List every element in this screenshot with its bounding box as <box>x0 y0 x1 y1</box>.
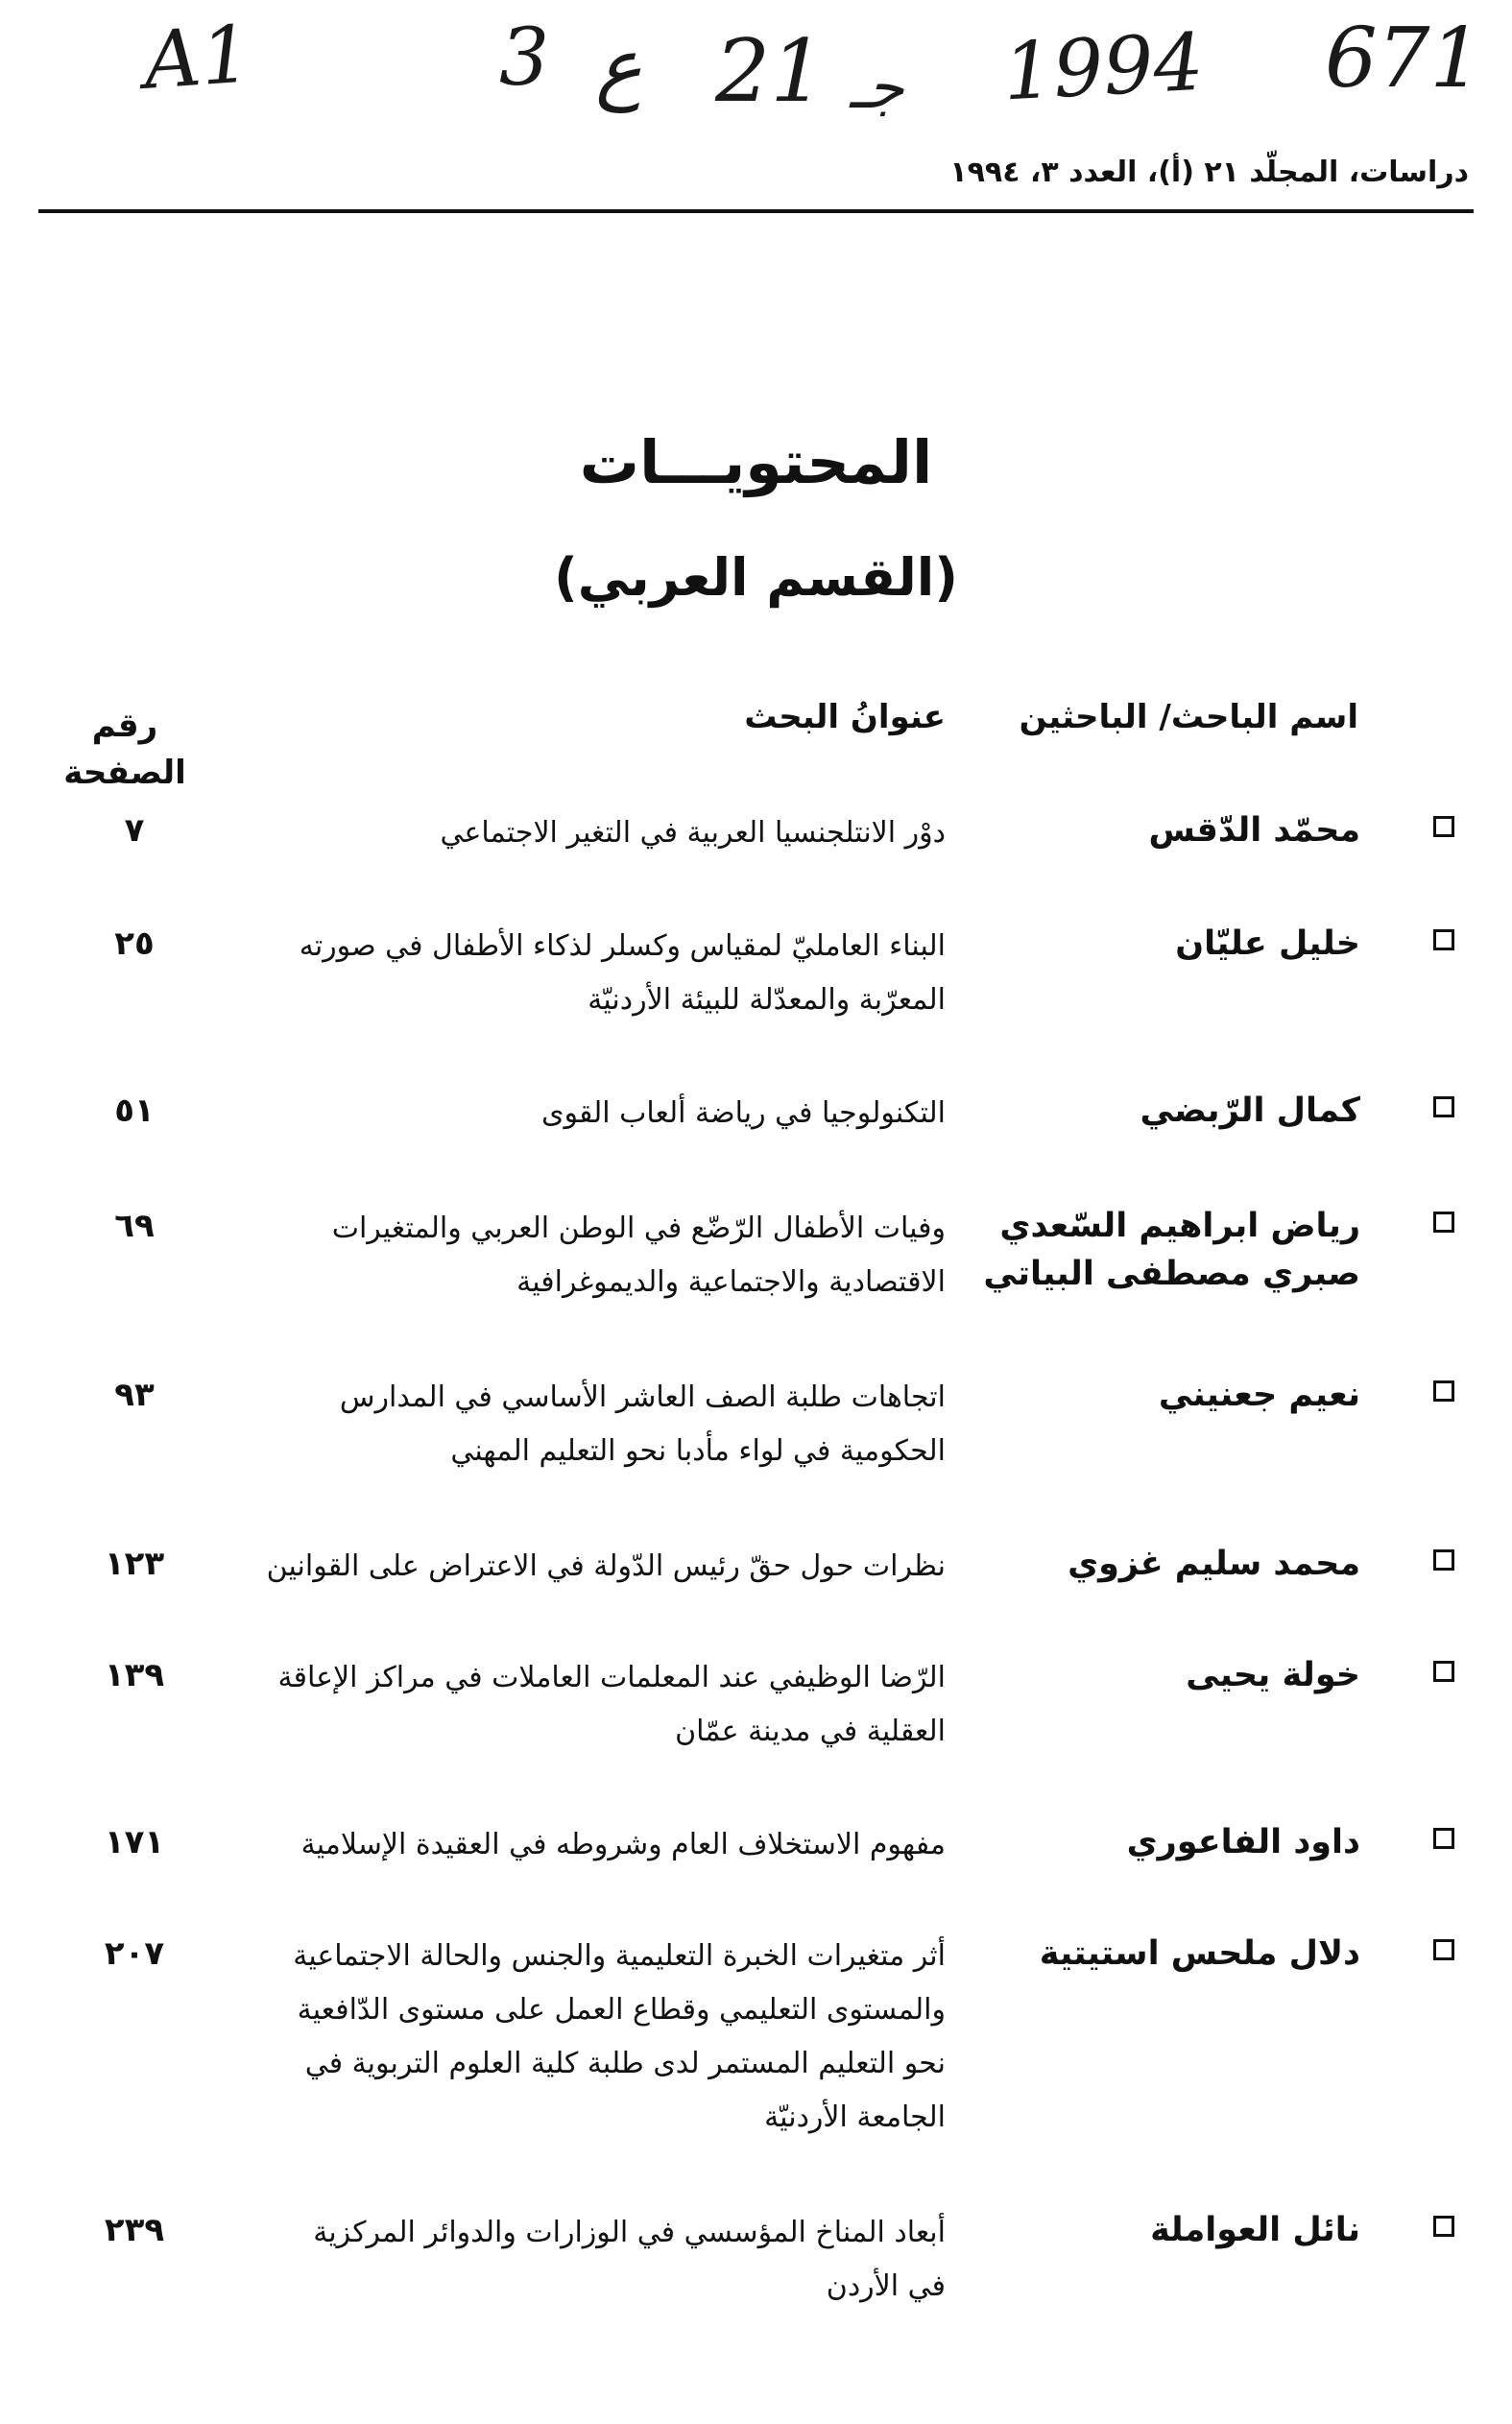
entry-author: نائل العواملة <box>1150 2211 1360 2249</box>
handwritten-number-3: 3 <box>499 12 550 104</box>
entry-page: ١٧١ <box>104 1823 165 1861</box>
entry-title-line: الحكومية في لواء مأدبا نحو التعليم المهني <box>450 1434 946 1468</box>
checkbox-icon <box>1433 1096 1454 1117</box>
entry-page: ٥١ <box>114 1092 155 1130</box>
checkbox-icon <box>1433 1939 1454 1960</box>
entry-title <box>235 1202 946 1309</box>
handwritten-ain: ع <box>595 22 642 113</box>
entry-title <box>235 1371 946 1478</box>
entry-title-line: مفهوم الاستخلاف العام وشروطه في العقيدة الإسلامية <box>300 1828 946 1861</box>
column-header-author: اسم الباحث/ الباحثين <box>1019 698 1358 736</box>
checkbox-icon <box>1433 1380 1454 1402</box>
entry-title-line: وفيات الأطفال الرّضّع في الوطن العربي والمتغيرات <box>331 1212 946 1245</box>
entry-authors <box>1068 1540 1360 1588</box>
entry-title-line: دوْر الانتلجنسيا العربية في التغير الاجتماعي <box>440 816 946 850</box>
checkbox-icon <box>1433 1212 1454 1233</box>
column-header-title: عنوانُ البحث <box>744 698 946 736</box>
entry-page: ١٣٩ <box>104 1656 165 1694</box>
entry-authors <box>983 1202 1360 1298</box>
page-title: المحتويـــات <box>579 427 933 497</box>
entry-title-line: في الأردن <box>826 2269 946 2303</box>
entry-author: نعيم جعنيني <box>1158 1376 1360 1414</box>
entry-authors <box>1040 1930 1360 1978</box>
entry-title <box>235 1818 946 1872</box>
entry-page: ٢٣٩ <box>104 2211 165 2249</box>
entry-author: كمال الرّبضي <box>1140 1092 1360 1130</box>
entry-title-line: أثر متغيرات الخبرة التعليمية والجنس والحالة الاجتماعية <box>293 1939 946 1973</box>
column-header-page <box>48 703 202 798</box>
entry-authors <box>1159 1371 1360 1419</box>
page-subtitle: (القسم العربي) <box>554 547 958 608</box>
entry-title-line: أبعاد المناخ المؤسسي في الوزارات والدوائر المركزية <box>313 2216 946 2249</box>
entry-title <box>235 2206 946 2314</box>
entry-title <box>235 920 946 1027</box>
checkbox-icon <box>1433 2216 1454 2237</box>
checkbox-icon <box>1433 1828 1454 1849</box>
entry-title-line: الاقتصادية والاجتماعية والديموغرافية <box>516 1265 946 1299</box>
entry-author: دلال ملحس استيتية <box>1039 1934 1360 1973</box>
entry-page: ١٢٣ <box>104 1545 165 1583</box>
entry-title <box>235 1930 946 2145</box>
handwritten-juz: جـ <box>850 52 904 122</box>
entry-author: صبري مصطفى البياتي <box>983 1255 1360 1293</box>
entry-title-line: العقلية في مدينة عمّان <box>675 1715 946 1748</box>
entry-title-line: نحو التعليم المستمر لدى طلبة كلية العلوم التربوية في <box>304 2047 946 2080</box>
entry-authors <box>1140 1087 1360 1135</box>
journal-reference: دراسات، المجلّد ٢١ (أ)، العدد ٣، ١٩٩٤ <box>949 156 1469 189</box>
entry-authors <box>1150 2206 1360 2254</box>
entry-authors <box>1148 806 1360 854</box>
entry-page: ٢٠٧ <box>104 1934 165 1973</box>
entry-author: محمد سليم غزوي <box>1068 1545 1360 1583</box>
handwritten-year: 1994 <box>1000 16 1207 119</box>
header-rule <box>38 209 1474 213</box>
entry-author: خولة يحيى <box>1186 1656 1360 1694</box>
checkbox-icon <box>1433 1549 1454 1571</box>
entry-author: محمّد الدّقس <box>1148 811 1360 850</box>
checkbox-icon <box>1433 816 1454 837</box>
entry-authors <box>1186 1651 1360 1699</box>
entry-page: ٩٣ <box>114 1376 155 1414</box>
handwritten-code: 671 <box>1325 11 1483 107</box>
entry-authors <box>1127 1818 1360 1866</box>
checkbox-icon <box>1433 1661 1454 1682</box>
entry-author: خليل عليّان <box>1175 924 1360 963</box>
entry-title-line: الرّضا الوظيفي عند المعلمات العاملات في مراكز الإعاقة <box>277 1661 946 1694</box>
column-header-page-line1: رقم <box>91 707 158 745</box>
handwritten-a1: A1 <box>140 9 254 108</box>
entry-title <box>235 806 946 860</box>
column-header-page-line2: الصفحة <box>63 754 186 793</box>
entry-title-line: البناء العامليّ لمقياس وكسلر لذكاء الأطفال في صورته <box>299 929 946 963</box>
entry-page: ٦٩ <box>114 1207 155 1245</box>
entry-title-line: التكنولوجيا في رياضة ألعاب القوى <box>540 1096 946 1130</box>
entry-title-line: والمستوى التعليمي وقطاع العمل على مستوى الدّافعية <box>297 1993 946 2027</box>
entry-title-line: المعرّبة والمعدّلة للبيئة الأردنيّة <box>588 983 946 1017</box>
entry-title-line: نظرات حول حقّ رئيس الدّولة في الاعتراض على القوانين <box>266 1549 946 1583</box>
entry-page: ٢٥ <box>114 924 155 963</box>
entry-title <box>216 1540 946 1594</box>
entry-author: داود الفاعوري <box>1126 1823 1360 1861</box>
entry-title <box>235 1651 946 1759</box>
handwritten-number-21: 21 <box>715 21 826 122</box>
entry-authors <box>1175 920 1360 968</box>
entry-title-line: اتجاهات طلبة الصف العاشر الأساسي في المدارس <box>339 1380 946 1414</box>
entry-author: رياض ابراهيم السّعدي <box>999 1207 1360 1245</box>
entry-title <box>235 1087 946 1140</box>
entry-title-line: الجامعة الأردنيّة <box>764 2100 946 2134</box>
entry-page: ٧ <box>124 811 145 850</box>
checkbox-icon <box>1433 929 1454 950</box>
